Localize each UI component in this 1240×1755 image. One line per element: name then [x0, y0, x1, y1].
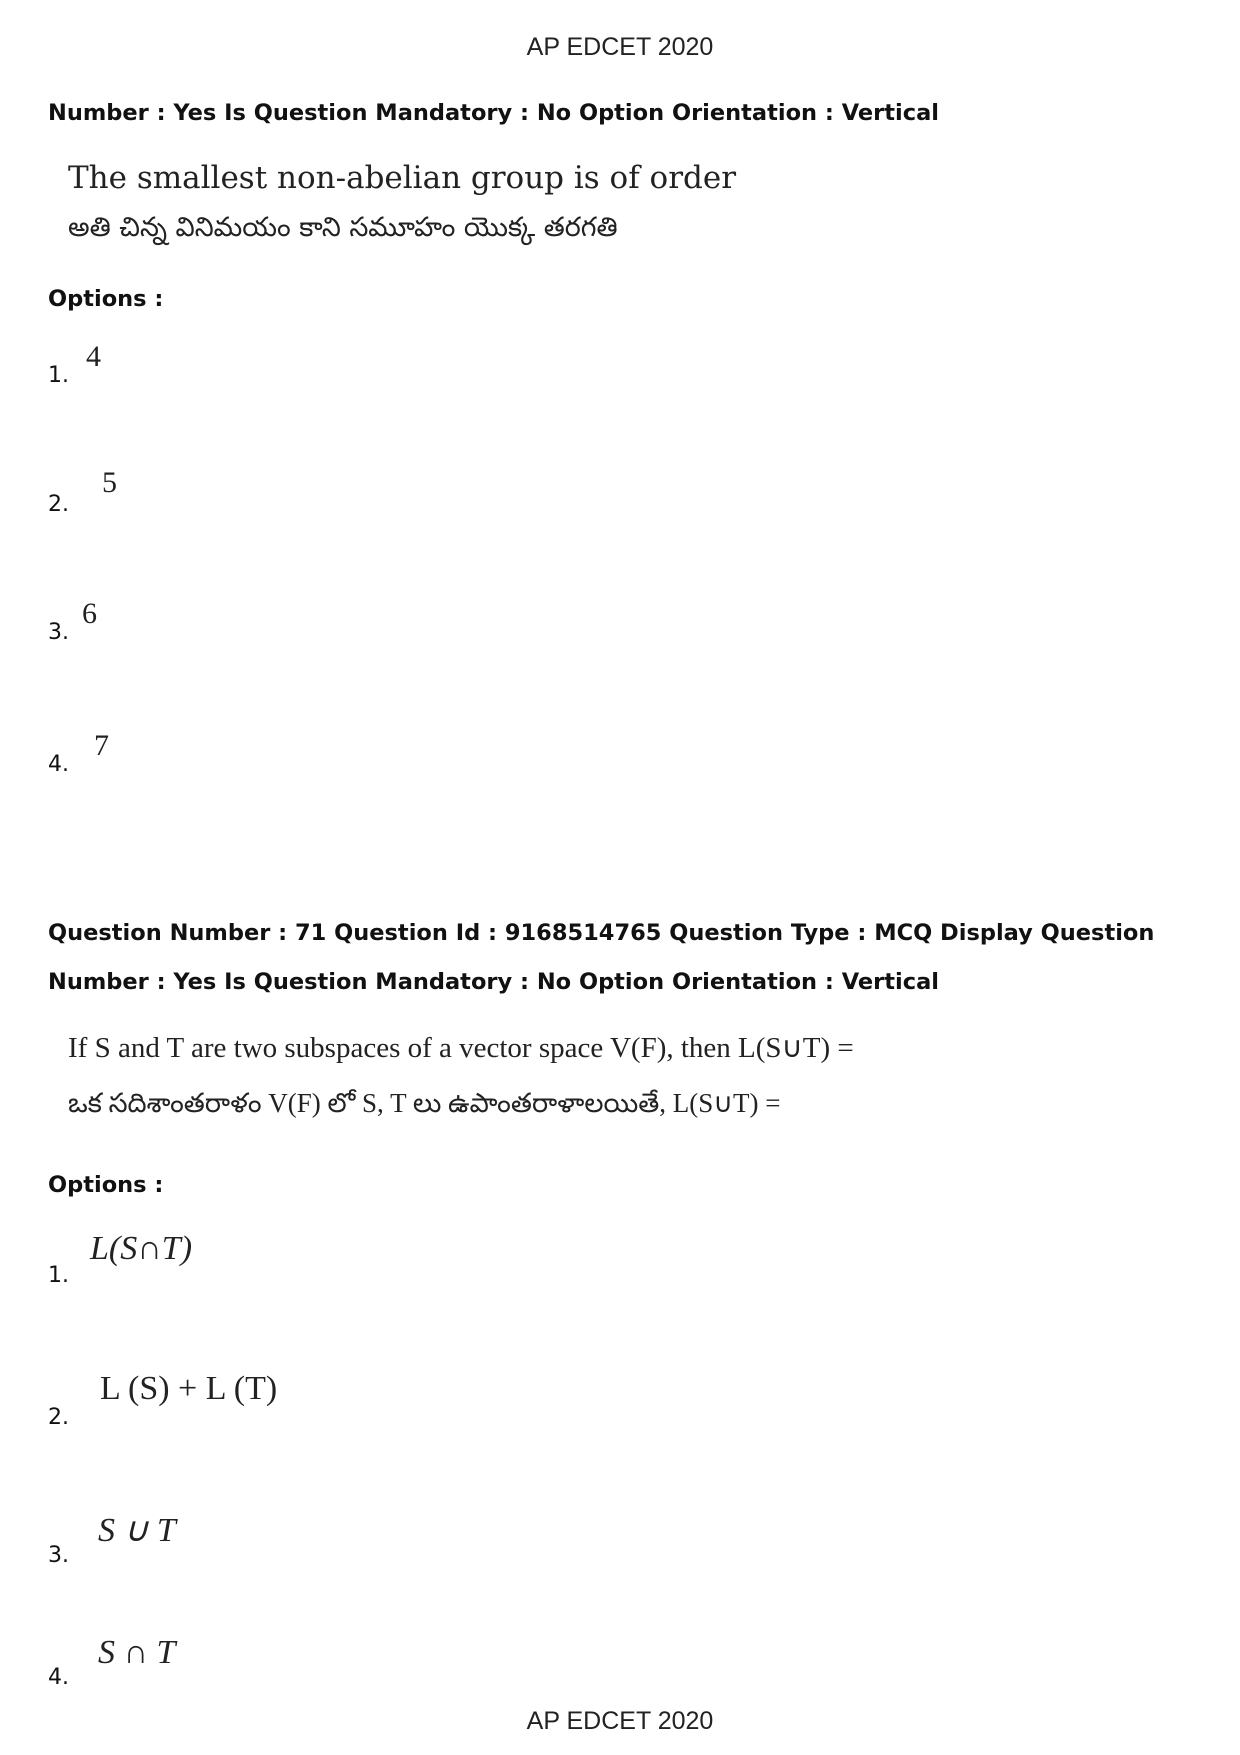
page-footer: AP EDCET 2020 — [526, 1707, 714, 1735]
q71-option-2-number: 2. — [48, 1405, 69, 1430]
q71-option-1-number: 1. — [48, 1263, 69, 1288]
q70-option-2-value[interactable]: 5 — [102, 466, 117, 499]
q71-option-1-value[interactable]: L(S∩T) — [90, 1230, 193, 1267]
q71-meta-line-2: Number : Yes Is Question Mandatory : No Option Orientation : Vertical — [48, 969, 939, 995]
q70-stem-english: The smallest non-abelian group is of order — [68, 160, 737, 196]
q71-option-3-number: 3. — [48, 1543, 69, 1568]
page-header: AP EDCET 2020 — [526, 33, 714, 61]
q70-option-2-number: 2. — [48, 492, 69, 517]
q70-options-label: Options : — [48, 286, 164, 312]
q70-option-3-value[interactable]: 6 — [82, 597, 97, 630]
q71-option-2-value[interactable]: L (S) + L (T) — [100, 1370, 278, 1407]
q70-option-4-value[interactable]: 7 — [94, 729, 109, 762]
q71-stem-english: If S and T are two subspaces of a vector space V(F), then L(S∪T) = — [68, 1032, 854, 1064]
q71-options-label: Options : — [48, 1172, 164, 1198]
q70-option-1-value[interactable]: 4 — [86, 340, 101, 373]
q71-option-4-value[interactable]: S ∩ T — [98, 1634, 176, 1671]
q71-option-3-value[interactable]: S ∪ T — [98, 1512, 176, 1549]
q71-stem-telugu: ఒక సదిశాంతరాళం V(F) లో S, T లు ఉపాంతరాళాలయితే, L(S∪T) = — [68, 1088, 781, 1118]
q71-meta-line-1: Question Number : 71 Question Id : 9168514765 Question Type : MCQ Display Question — [48, 920, 1155, 946]
q71-option-4-number: 4. — [48, 1665, 69, 1690]
q70-stem-telugu: అతి చిన్న వినిమయం కాని సమూహం యొక్క తరగతి — [68, 212, 618, 243]
q70-meta-line: Number : Yes Is Question Mandatory : No Option Orientation : Vertical — [48, 100, 939, 126]
q70-option-1-number: 1. — [48, 363, 69, 388]
q70-option-4-number: 4. — [48, 752, 69, 777]
q70-option-3-number: 3. — [48, 620, 69, 645]
